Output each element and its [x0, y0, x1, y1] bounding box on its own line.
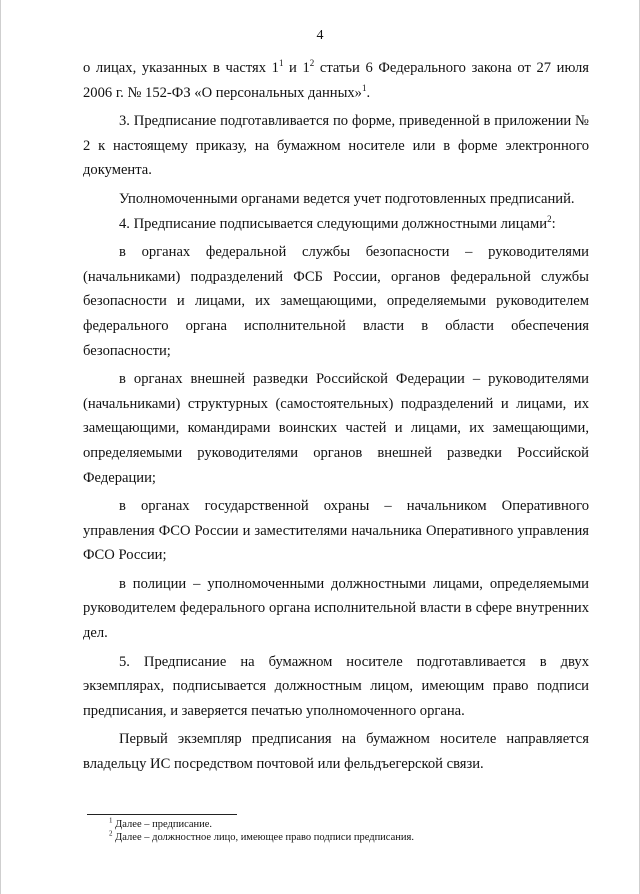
- paragraph-item-4: [83, 212, 589, 237]
- superscript-part-1: 1: [278, 58, 284, 69]
- paragraph-item-5: 5. Предписание на бумажном носителе подготавливается в двух экземплярах, подписывается должностным лицом, имеющим право подписи предписания, и заверяется печатью уполномоченного органа.: [83, 653, 589, 719]
- text-segment: .: [366, 84, 371, 101]
- footnote-1: [109, 818, 589, 831]
- footnote-ref-2: 2: [547, 213, 552, 224]
- paragraph-fso: в органах государственной охраны – начальником Оперативного управления ФСО России и заместителями начальника Оперативного управления ФСО России;: [83, 498, 589, 564]
- footnote-text: Далее – должностное лицо, имеющее право подписи предписания.: [112, 832, 414, 843]
- footnote-text: Далее – предписание.: [112, 819, 213, 830]
- footnote-2: [109, 831, 589, 844]
- paragraph-first-copy: Первый экземпляр предписания на бумажном носителе направляется владельцу ИС посредством почтовой или фельдъегерской связи.: [83, 731, 589, 773]
- paragraph-continuation: [83, 56, 589, 105]
- paragraph-foreign-intelligence: в органах внешней разведки Российской Федерации – руководителями (начальниками) структурных (самостоятельных) подразделений и лицами, их замещающими, командирами воинских частей и лицами, их замещающими, определяемыми руководителями органов внешней разведки Российской Федерации;: [83, 371, 589, 486]
- footnote-mark: 2: [109, 829, 113, 838]
- paragraph-fsb: в органах федеральной службы безопасности – руководителями (начальниками) подразделений ФСБ России, органов федеральной службы безопасности и лицами, их замещающими, определяемыми руководителем федерального органа исполнительной власти в области обеспечения безопасности;: [83, 244, 589, 359]
- paragraph-police: в полиции – уполномоченными должностными лицами, определяемыми руководителем федерального органа исполнительной власти в сфере внутренних дел.: [83, 575, 589, 642]
- paragraph-record-keeping: Уполномоченными органами ведется учет подготовленных предписаний.: [119, 190, 575, 207]
- footnote-mark: 1: [109, 816, 113, 825]
- page-number: 4: [316, 28, 324, 43]
- document-body: [83, 56, 589, 777]
- text-segment: :: [551, 215, 556, 232]
- superscript-part-2: 2: [309, 58, 315, 69]
- text-segment: о лицах, указанных в частях 1: [83, 60, 279, 76]
- footnotes: [109, 818, 589, 844]
- text-segment: и 1: [283, 60, 310, 76]
- text-segment: статьи 6 Федерального закона от 27 июля 2006 г. № 152-ФЗ «О персональных данных»: [83, 60, 589, 101]
- footnote-ref-1: 1: [361, 82, 367, 93]
- footnote-separator: [87, 814, 237, 815]
- text-segment: 4. Предписание подписывается следующими должностными лицами: [119, 215, 548, 232]
- paragraph-item-3: 3. Предписание подготавливается по форме, приведенной в приложении № 2 к настоящему приказу, на бумажном носителе или в форме электронного документа.: [83, 113, 589, 179]
